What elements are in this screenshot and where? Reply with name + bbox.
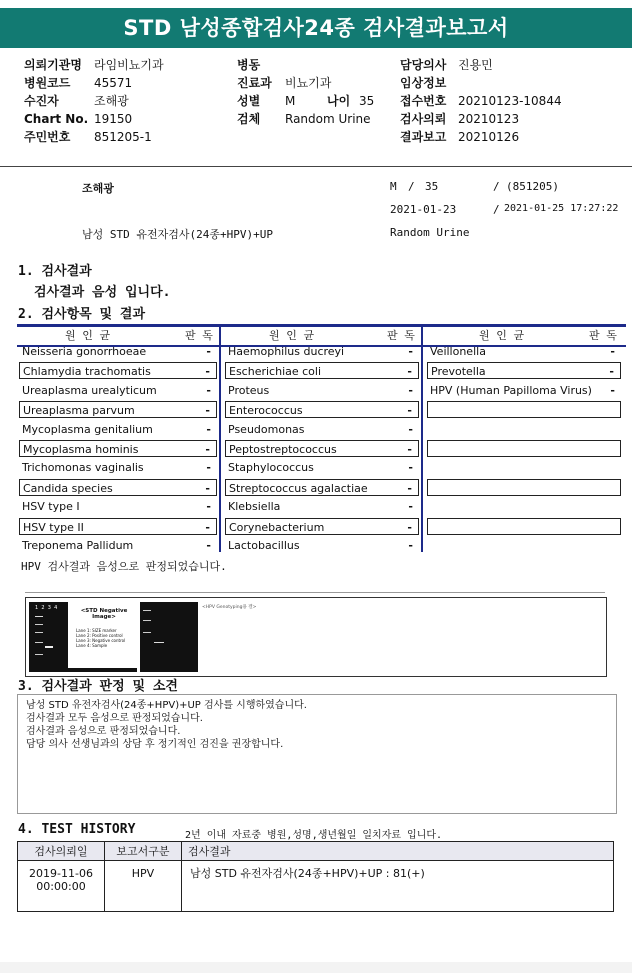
- gel-image-panel: [25, 597, 607, 677]
- pathogen-cell: [225, 362, 419, 379]
- pathogen-cell: [225, 401, 419, 418]
- pathogen-name: HSV type I: [22, 500, 80, 514]
- column-divider-2: [421, 324, 423, 552]
- pathogen-name: HPV (Human Papilloma Virus): [430, 383, 592, 397]
- pathogen-cell: [225, 382, 419, 399]
- summary-test-name: 남성 STD 유전자검사(24종+HPV)+UP: [82, 228, 273, 241]
- gel-caption-title: <STD Negative Image>: [80, 608, 128, 620]
- summary-sep-1: /: [408, 180, 415, 193]
- pathogen-result: -: [407, 520, 412, 534]
- pathogen-name: Lactobacillus: [228, 539, 300, 552]
- pathogen-name: Prevotella: [431, 365, 486, 379]
- gel-caption-line: Lane 4: Sample: [76, 643, 108, 648]
- section-2-title: 2. 검사항목 및 결과: [18, 307, 146, 322]
- pathogen-name: Trichomonas vaginalis: [22, 461, 144, 475]
- opinion-line: 담당 의사 선생님과의 상담 후 정기적인 검진을 권장합니다.: [26, 739, 284, 750]
- value-specimen: Random Urine: [285, 112, 371, 126]
- history-note: 2년 이내 자료중 병원,성명,생년월일 일치자료 입니다.: [185, 830, 443, 841]
- value-requester: 라임비뇨기과: [94, 58, 164, 72]
- pathogen-result: -: [408, 422, 413, 436]
- section-4-title: 4. TEST HISTORY: [18, 822, 136, 837]
- pathogen-cell: [19, 440, 217, 457]
- summary-sep-2: /: [493, 180, 500, 193]
- opinion-line: 남성 STD 유전자검사(24종+HPV)+UP 검사를 시행하였습니다.: [26, 700, 307, 711]
- pathogen-cell: [225, 479, 419, 496]
- pathogen-result: -: [206, 345, 211, 358]
- col-2-header-result: 판 독: [387, 329, 415, 342]
- value-sex: M: [285, 94, 296, 108]
- col-1-header-result: 판 독: [185, 329, 213, 342]
- history-time: 00:00:00: [36, 880, 86, 893]
- label-report-date: 결과보고: [400, 130, 447, 144]
- value-hospital-code: 45571: [94, 76, 133, 90]
- value-chart-no: 19150: [94, 112, 133, 126]
- history-header-date: 검사의뢰일: [18, 842, 105, 861]
- value-request-date: 20210123: [458, 112, 520, 126]
- summary-sex: M: [390, 180, 397, 193]
- pathogen-cell: [19, 479, 217, 496]
- pathogen-result: -: [206, 539, 211, 552]
- pathogen-name: Neisseria gonorrhoeae: [22, 345, 147, 358]
- pathogen-result: -: [609, 365, 614, 379]
- pathogen-cell: [427, 537, 621, 554]
- pathogen-cell: [19, 498, 217, 515]
- label-ward: 병동: [237, 58, 261, 72]
- pathogen-cell: [225, 343, 419, 360]
- pathogen-name: Treponema Pallidum: [22, 539, 134, 552]
- pathogen-cell: [427, 440, 621, 457]
- label-clinical-info: 임상정보: [400, 76, 447, 90]
- value-department: 비뇨기과: [285, 76, 332, 90]
- value-report-date: 20210126: [458, 130, 520, 144]
- gel-caption-lines: [76, 628, 140, 648]
- pathogen-result: -: [407, 481, 412, 495]
- label-department: 진료과: [237, 76, 272, 90]
- pathogen-name: Escherichiae coli: [229, 365, 322, 379]
- pathogen-name: Streptococcus agalactiae: [229, 481, 368, 495]
- label-hospital-code: 병원코드: [24, 76, 71, 90]
- pathogen-result: -: [610, 345, 615, 358]
- section-1-result: 검사결과 음성 입니다.: [34, 285, 171, 300]
- pathogen-name: Enterococcus: [229, 404, 303, 418]
- gel-caption-line: Lane 2: Positive control: [76, 633, 123, 638]
- history-row: [18, 861, 614, 912]
- label-receipt-no: 접수번호: [400, 94, 447, 108]
- pathogen-result: -: [206, 383, 211, 397]
- col-1-header-name: 원 인 균: [65, 329, 111, 342]
- pathogen-name: Ureaplasma parvum: [23, 404, 135, 418]
- pathogen-result: -: [408, 500, 413, 514]
- pathogen-cell: [225, 518, 419, 535]
- pathogen-result: -: [407, 365, 412, 379]
- gel-caption-box: [68, 602, 140, 668]
- value-doctor: 진용민: [458, 58, 493, 72]
- pathogen-cell: [19, 518, 217, 535]
- summary-date-1: 2021-01-23: [390, 203, 457, 216]
- header-col-1: [24, 56, 164, 146]
- pathogen-name: Proteus: [228, 383, 270, 397]
- pathogen-name: Ureaplasma urealyticum: [22, 383, 157, 397]
- pathogen-cell: [225, 537, 419, 554]
- pathogen-cell: [427, 401, 621, 418]
- pathogen-result: -: [206, 461, 211, 475]
- gel-lane-labels: 1 2 3 4: [35, 605, 58, 611]
- pathogen-cell: [19, 343, 217, 360]
- label-doctor: 담당의사: [400, 58, 447, 72]
- opinion-line: 검사결과 음성으로 판정되었습니다.: [26, 726, 181, 737]
- pathogen-result: -: [407, 404, 412, 418]
- history-date: 2019-11-06: [29, 867, 93, 880]
- pathogen-name: Veillonella: [430, 345, 486, 358]
- pathogen-result: -: [205, 365, 210, 379]
- summary-specimen: Random Urine: [390, 226, 470, 239]
- pathogen-cell: [427, 362, 621, 379]
- history-date-cell: [18, 861, 105, 912]
- report-title: STD 남성종합검사24종 검사결과보고서: [0, 8, 632, 48]
- pathogen-name: Candida species: [23, 481, 113, 495]
- pathogen-result: -: [408, 345, 413, 358]
- pathogen-cell: [225, 498, 419, 515]
- pathogen-name: Pseudomonas: [228, 422, 305, 436]
- pathogen-cell: [427, 518, 621, 535]
- pathogen-cell: [19, 382, 217, 399]
- summary-date-2: 2021-01-25 17:27:22: [504, 203, 619, 214]
- pathogen-name: HSV type II: [23, 520, 84, 534]
- pathogen-cell: [427, 479, 621, 496]
- label-requester: 의뢰기관명: [24, 58, 82, 72]
- history-table: [17, 841, 614, 912]
- pathogen-result: -: [206, 422, 211, 436]
- hpv-gel-caption: <HPV Genotyping용 겔>: [202, 605, 257, 610]
- pathogen-cell: [19, 537, 217, 554]
- opinion-box: [17, 694, 617, 814]
- value-receipt-no: 20210123-10844: [458, 94, 562, 108]
- history-header-type: 보고서구분: [105, 842, 182, 861]
- column-divider-1: [219, 324, 221, 552]
- pathogen-name: Mycoplasma genitalium: [22, 422, 153, 436]
- pathogen-result: -: [205, 481, 210, 495]
- pathogen-cell: [19, 362, 217, 379]
- label-request-date: 검사의뢰: [400, 112, 447, 126]
- pathogen-name: Corynebacterium: [229, 520, 325, 534]
- pathogen-result: -: [610, 383, 615, 397]
- history-type: HPV: [105, 861, 182, 912]
- opinion-line: 검사결과 모두 음성으로 판정되었습니다.: [26, 713, 203, 724]
- pathogen-cell: [225, 459, 419, 476]
- pathogen-name: Klebsiella: [228, 500, 281, 514]
- pathogen-name: Peptostreptococcus: [229, 443, 337, 456]
- value-patient: 조해광: [94, 94, 129, 108]
- label-resident-no: 주민번호: [24, 130, 71, 144]
- label-age: 나이: [327, 94, 351, 108]
- pathogen-name: Chlamydia trachomatis: [23, 365, 151, 379]
- value-age: 35: [359, 94, 375, 108]
- history-header-result: 검사결과: [182, 842, 614, 861]
- summary-id: (851205): [506, 180, 559, 193]
- pathogen-cell: [19, 401, 217, 418]
- pathogen-result: -: [407, 443, 412, 456]
- label-chart-no: Chart No.: [24, 112, 89, 126]
- summary-age: 35: [425, 180, 439, 193]
- pathogen-result: -: [206, 500, 211, 514]
- section-3-title: 3. 검사결과 판정 및 소견: [18, 679, 178, 694]
- pathogen-result: -: [408, 383, 413, 397]
- header-col-3: [400, 56, 562, 146]
- gel-caption-line: Lane 1: SIZE marker: [76, 628, 117, 633]
- pathogen-cell: [427, 421, 621, 438]
- gel-caption-line: Lane 3: Negative control: [76, 638, 126, 643]
- hpv-note: HPV 검사결과 음성으로 판정되었습니다.: [21, 560, 227, 573]
- header-divider: [0, 166, 632, 167]
- pathogen-cell: [19, 459, 217, 476]
- label-specimen: 검체: [237, 112, 261, 126]
- pathogen-result: -: [205, 404, 210, 418]
- summary-sep-3: /: [493, 203, 500, 216]
- summary-name: 조해광: [82, 182, 114, 195]
- pathogen-cell: [225, 421, 419, 438]
- pathogen-cell: [19, 421, 217, 438]
- label-patient: 수진자: [24, 94, 59, 108]
- pathogen-result: -: [408, 539, 413, 552]
- pathogen-cell: [427, 498, 621, 515]
- pathogen-cell: [225, 440, 419, 457]
- col-3-header-result: 판 독: [589, 329, 617, 342]
- col-2-header-name: 원 인 균: [269, 329, 315, 342]
- pathogen-name: Staphylococcus: [228, 461, 314, 475]
- pathogen-cell: [427, 343, 621, 360]
- pathogen-cell: [427, 459, 621, 476]
- label-sex: 성별: [237, 94, 261, 108]
- section-1-title: 1. 검사결과: [18, 264, 92, 279]
- pathogen-result: -: [205, 520, 210, 534]
- history-result: 남성 STD 유전자검사(24종+HPV)+UP : 81(+): [182, 861, 614, 912]
- pathogen-result: -: [205, 443, 210, 456]
- pathogen-name: Mycoplasma hominis: [23, 443, 139, 456]
- header-col-2: [237, 56, 374, 128]
- pathogen-cell: [427, 382, 621, 399]
- value-resident-no: 851205-1: [94, 130, 152, 144]
- pathogen-name: Haemophilus ducreyi: [228, 345, 345, 358]
- pathogen-result: -: [408, 461, 413, 475]
- col-3-header-name: 원 인 균: [479, 329, 525, 342]
- hpv-gel-image: [140, 602, 198, 672]
- gel-top-rule: [25, 592, 605, 593]
